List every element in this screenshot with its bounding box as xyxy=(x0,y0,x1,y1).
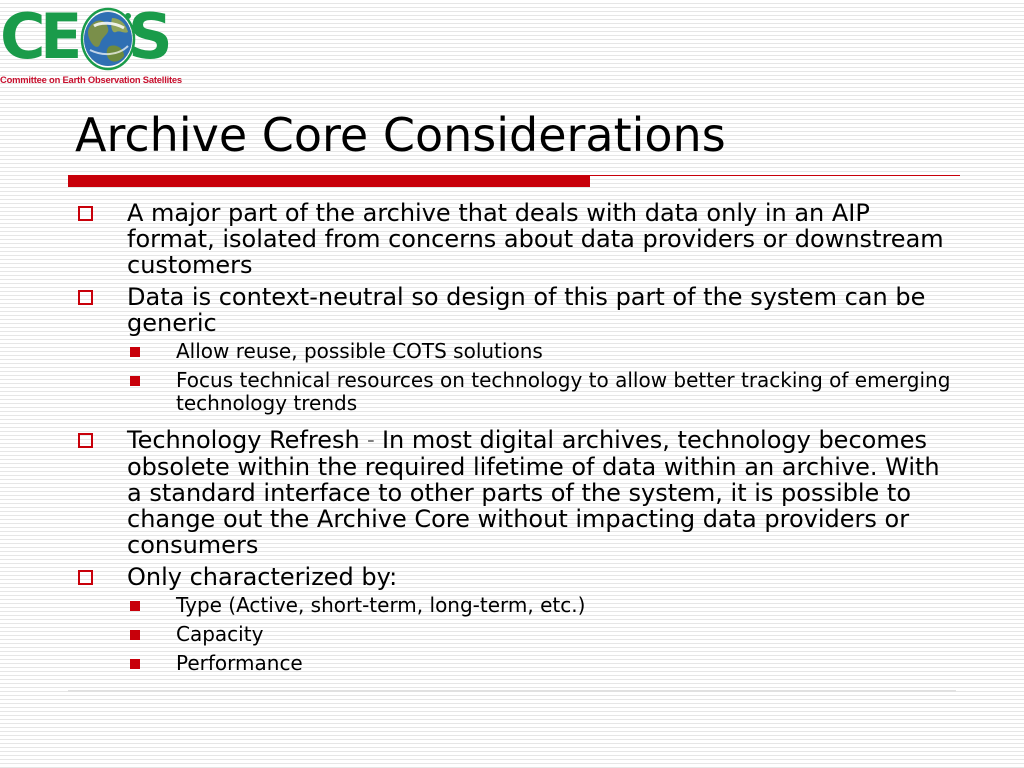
sub-bullet-item xyxy=(76,369,956,415)
sub-bullet-text: Capacity xyxy=(176,622,264,646)
logo-letter-s: S xyxy=(128,0,171,73)
sub-bullet-text: Type (Active, short-term, long-term, etc.) xyxy=(176,593,586,617)
logo-letter-e: E xyxy=(40,0,81,73)
footer-divider xyxy=(68,690,956,692)
logo-letter-c: C xyxy=(0,0,44,73)
sub-bullet-list xyxy=(127,594,956,681)
bullet-text: Data is context-neutral so design of this part of the system can be generic xyxy=(127,283,926,337)
filled-square-bullet-icon xyxy=(130,659,140,669)
bullet-text-rest: In most digital archives, technology becomes obsolete within the required lifetime of data within an archive. With a standard interface to other parts of the system, it is possible to change out the Archive Core without impacting data providers or consumers xyxy=(127,426,940,559)
slide-body xyxy=(76,200,956,687)
hollow-square-bullet-icon xyxy=(78,290,93,305)
bullet-item xyxy=(76,200,956,278)
filled-square-bullet-icon xyxy=(130,630,140,640)
bullet-item xyxy=(76,564,956,681)
title-underline-thick xyxy=(68,175,590,187)
dash-separator: – xyxy=(367,433,375,449)
sub-bullet-text: Allow reuse, possible COTS solutions xyxy=(176,339,543,363)
bullet-item xyxy=(76,427,956,558)
filled-square-bullet-icon xyxy=(130,601,140,611)
hollow-square-bullet-icon xyxy=(78,570,93,585)
bullet-text xyxy=(127,427,956,558)
sub-bullet-item xyxy=(76,652,956,675)
sub-bullet-text: Performance xyxy=(176,651,303,675)
sub-bullet-item xyxy=(76,623,956,646)
sub-bullet-item xyxy=(76,340,956,363)
hollow-square-bullet-icon xyxy=(78,206,93,221)
sub-bullet-list xyxy=(127,340,956,421)
bullet-text: Only characterized by: xyxy=(127,563,398,591)
slide-title: Archive Core Considerations xyxy=(75,108,726,162)
logo-wordmark xyxy=(0,2,170,72)
bullet-text: A major part of the archive that deals with data only in an AIP format, isolated from concerns about data providers or downstream customers xyxy=(127,199,944,279)
filled-square-bullet-icon xyxy=(130,347,140,357)
bullet-text-lead: Technology Refresh xyxy=(127,426,368,454)
sub-bullet-item xyxy=(76,594,956,617)
sub-bullet-text: Focus technical resources on technology to allow better tracking of emerging technology trends xyxy=(176,368,951,415)
bullet-item xyxy=(76,284,956,421)
ceos-logo xyxy=(0,0,182,92)
hollow-square-bullet-icon xyxy=(78,433,93,448)
title-underline-thin xyxy=(590,175,960,176)
logo-subtitle: Committee on Earth Observation Satellites xyxy=(0,74,182,85)
filled-square-bullet-icon xyxy=(130,376,140,386)
